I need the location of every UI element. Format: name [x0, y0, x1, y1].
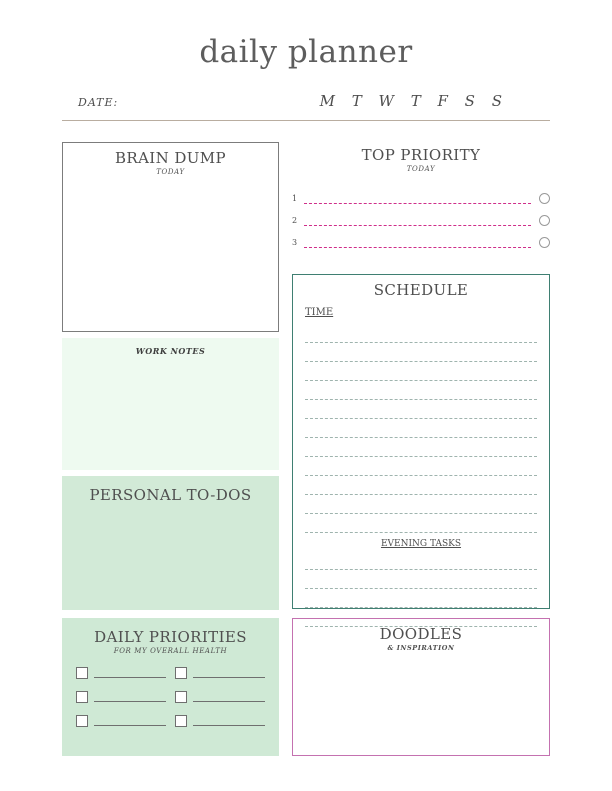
checkbox-icon[interactable]: [175, 715, 187, 727]
checkbox-icon[interactable]: [76, 715, 88, 727]
write-line[interactable]: [305, 419, 537, 438]
write-line[interactable]: [193, 668, 265, 678]
daily-priority-item[interactable]: [76, 691, 166, 703]
daily-priority-item[interactable]: [76, 715, 166, 727]
brain-dump-title: BRAIN DUMP: [114, 149, 227, 167]
write-line[interactable]: [304, 237, 531, 248]
date-row: [62, 92, 550, 121]
work-notes-section[interactable]: [62, 338, 279, 470]
checkbox-icon[interactable]: [175, 667, 187, 679]
write-line[interactable]: [305, 438, 537, 457]
circle-checkbox-icon[interactable]: [539, 193, 550, 204]
brain-dump-section[interactable]: [62, 142, 279, 332]
schedule-time-lines: [293, 324, 549, 627]
daily-priorities-section: [62, 618, 279, 756]
schedule-header: [293, 281, 549, 299]
top-priority-number: 1: [292, 193, 298, 203]
write-line[interactable]: [305, 381, 537, 400]
doodles-section[interactable]: [292, 618, 550, 756]
circle-checkbox-icon[interactable]: [539, 215, 550, 226]
schedule-title: SCHEDULE: [373, 281, 469, 299]
write-line[interactable]: [304, 215, 531, 226]
top-priority-item[interactable]: [292, 231, 550, 253]
brain-dump-subtitle: TODAY: [156, 168, 185, 176]
weekday-selector[interactable]: M T W T F S S: [319, 92, 508, 110]
top-priority-header: [292, 146, 550, 173]
daily-priorities-row: [76, 715, 265, 727]
top-priority-title: TOP PRIORITY: [361, 146, 481, 164]
write-line[interactable]: [305, 362, 537, 381]
top-priority-number: 3: [292, 237, 298, 247]
daily-priority-item[interactable]: [175, 667, 265, 679]
work-notes-title: WORK NOTES: [135, 346, 206, 356]
write-line[interactable]: [193, 716, 265, 726]
write-line[interactable]: [304, 193, 531, 204]
daily-priorities-row: [76, 691, 265, 703]
daily-priorities-subtitle: FOR MY OVERALL HEALTH: [113, 647, 228, 655]
write-line[interactable]: [193, 692, 265, 702]
date-label: DATE:: [78, 96, 119, 109]
top-priority-item[interactable]: [292, 187, 550, 209]
daily-priorities-header: [62, 628, 279, 655]
daily-priority-item[interactable]: [175, 691, 265, 703]
write-line[interactable]: [305, 343, 537, 362]
personal-todos-section[interactable]: [62, 476, 279, 610]
schedule-evening-label: EVENING TASKS: [380, 539, 462, 549]
schedule-time-label: TIME: [305, 307, 334, 318]
write-line[interactable]: [94, 692, 166, 702]
checkbox-icon[interactable]: [76, 667, 88, 679]
write-line[interactable]: [305, 551, 537, 570]
checkbox-icon[interactable]: [76, 691, 88, 703]
write-line[interactable]: [305, 495, 537, 514]
top-priority-item[interactable]: [292, 209, 550, 231]
checkbox-icon[interactable]: [175, 691, 187, 703]
brain-dump-header: [63, 149, 278, 176]
write-line[interactable]: [305, 476, 537, 495]
doodles-subtitle: & INSPIRATION: [387, 644, 455, 652]
write-line[interactable]: [305, 324, 537, 343]
top-priority-list: [292, 187, 550, 253]
write-line[interactable]: [305, 570, 537, 589]
daily-priority-item[interactable]: [76, 667, 166, 679]
page-title: daily planner: [199, 34, 413, 70]
write-line[interactable]: [305, 400, 537, 419]
write-line[interactable]: [305, 589, 537, 608]
write-line[interactable]: [94, 716, 166, 726]
doodles-header: [293, 625, 549, 652]
daily-priority-item[interactable]: [175, 715, 265, 727]
personal-todos-title: PERSONAL TO-DOS: [89, 486, 252, 504]
top-priority-number: 2: [292, 215, 298, 225]
daily-priorities-grid: [62, 667, 279, 727]
doodles-title: DOODLES: [379, 625, 463, 643]
daily-priorities-row: [76, 667, 265, 679]
daily-priorities-title: DAILY PRIORITIES: [94, 628, 247, 646]
top-priority-subtitle: TODAY: [406, 165, 436, 173]
write-line[interactable]: [305, 514, 537, 533]
circle-checkbox-icon[interactable]: [539, 237, 550, 248]
top-priority-section: [292, 142, 550, 252]
write-line[interactable]: [305, 457, 537, 476]
personal-todos-header: [62, 486, 279, 504]
schedule-section: [292, 274, 550, 609]
write-line[interactable]: [94, 668, 166, 678]
